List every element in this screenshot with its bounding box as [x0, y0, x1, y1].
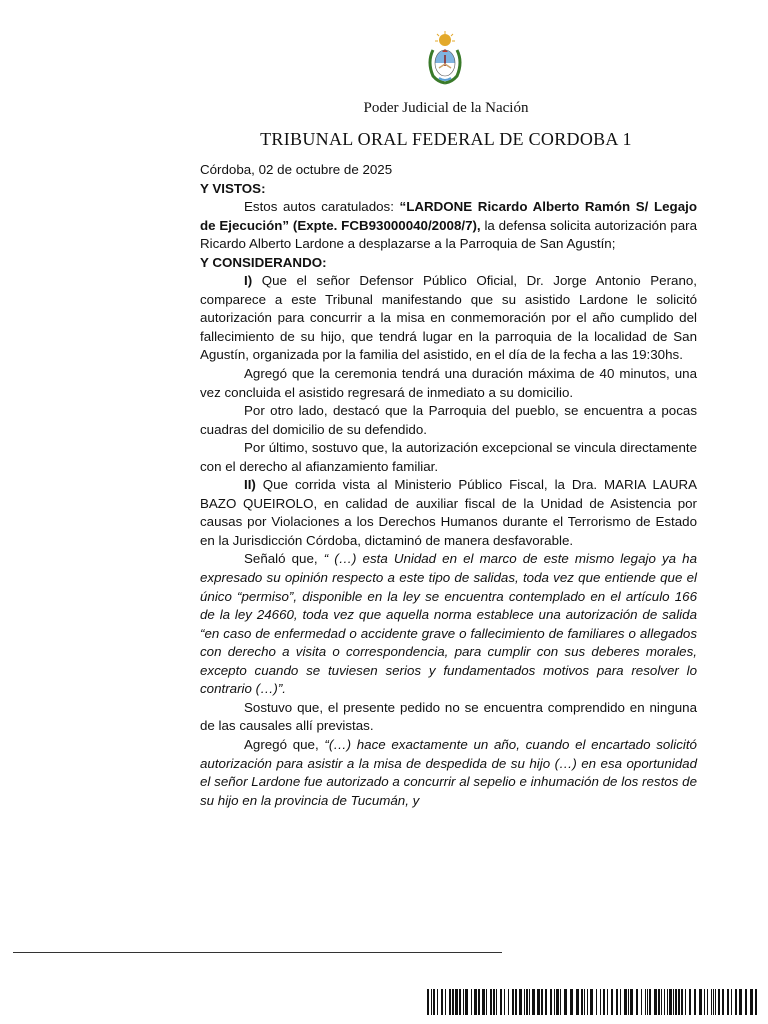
quote-senalo: “ (…) esta Unidad en el marco de este mismo legajo ya ha expresado su opinión respecto a este tipo de salidas, toda vez que entiende que el único “permiso”, disponible en la ley se encuentra contemplado en el artículo 166 de la ley 24660, toda vez que aquella norma establece una autorización de salida “en caso de enfermedad o accidente grave o fallecimiento de familiares o allegados con derecho a visita o correspondencia, para cumplir con sus deberes morales, excepto cuando se tuviesen serios y fundamentados motivos para resolver lo contrario (…)”. [200, 551, 698, 697]
paragraph-section-i [200, 272, 697, 365]
section-ii-marker: II) [244, 477, 256, 493]
paragraph-vistos [200, 198, 697, 254]
paragraph-section-ii [200, 476, 697, 550]
heading-vistos: Y VISTOS: [200, 180, 266, 196]
paragraph-agrego: Agregó que la ceremonia tendrá una duración máxima de 40 minutos, una vez concluida el asistido regresará de inmediato a su domicilio. [200, 366, 697, 400]
section-ii-text: Que corrida vista al Ministerio Público Fiscal, la Dra. MARIA LAURA BAZO QUEIROLO, en calidad de auxiliar fiscal de la Unidad de Asistencia por causas por Violaciones a los Derechos Humanos durante el Terrorismo de Estado en la Jurisdicción Córdoba, dictaminó de manera desfavorable. [200, 477, 697, 548]
institution-name: Poder Judicial de la Nación [363, 100, 529, 116]
footer-divider [13, 952, 502, 953]
document-body [200, 161, 697, 810]
quote-agrego-2: “(…) hace exactamente un año, cuando el encartado solicitó autorización para asistir a la misa de despedida de su hijo (…) en esa oportunidad el señor Lardone fue autorizado a concurrir al sepelio e inhumación de los restos de su hijo en la provincia de Tucumán, y [200, 736, 697, 808]
heading-considerando: Y CONSIDERANDO: [200, 254, 327, 270]
document-date: Córdoba, 02 de octubre de 2025 [200, 162, 393, 177]
coat-of-arms-icon [425, 30, 465, 86]
paragraph-vistos-intro: Estos autos caratulados: [244, 199, 400, 215]
paragraph-otro-lado: Por otro lado, destacó que la Parroquia del pueblo, se encuentra a pocas cuadras del domicilio de su defendido. [200, 403, 697, 437]
paragraph-ultimo: Por último, sostuvo que, la autorización excepcional se vincula directamente con el derecho al afianzamiento familiar. [200, 440, 697, 474]
case-caption: “LARDONE Ricardo Alberto Ramón S/ Legajo de Ejecución” (Expte. FCB93000040/2008/7), [200, 199, 697, 233]
paragraph-vistos-rest: la defensa solicita autorización para Ricardo Alberto Lardone a desplazarse a la Parroquia de San Agustín; [200, 217, 697, 252]
barcode-icon [427, 989, 760, 1015]
paragraph-senalo-intro: Señaló que, [244, 551, 324, 567]
court-name: TRIBUNAL ORAL FEDERAL DE CORDOBA 1 [260, 129, 632, 149]
paragraph-agrego-2-intro: Agregó que, [244, 736, 325, 752]
section-i-marker: I) [244, 273, 253, 289]
paragraph-senalo [200, 550, 697, 698]
paragraph-agrego-2 [200, 736, 697, 810]
section-i-text: Que el señor Defensor Público Oficial, Dr. Jorge Antonio Perano, comparece a este Tribunal manifestando que su asistido Lardone le solicitó autorización para concurrir a la misa en conmemoración por el año cumplido del fallecimiento de su hijo, que tendrá lugar en la parroquia de la localidad de San Agustín, organizada por la familia del asistido, en el día de la fecha a las 19:30hs. [200, 273, 697, 363]
paragraph-sostuvo: Sostuvo que, el presente pedido no se encuentra comprendido en ninguna de las causales allí previstas. [200, 699, 697, 734]
